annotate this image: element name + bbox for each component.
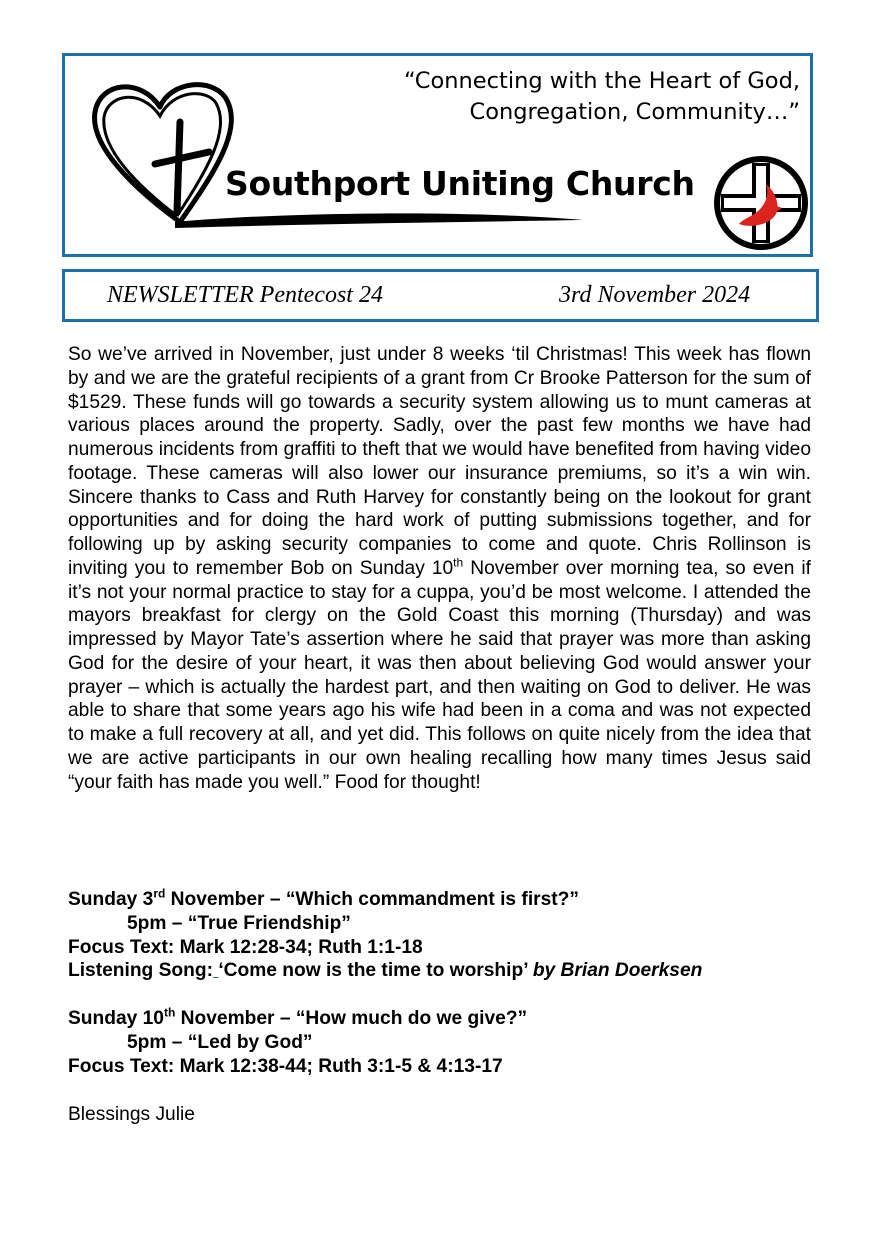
uniting-church-emblem xyxy=(714,156,808,250)
newsletter-date: 3rd November 2024 xyxy=(559,282,751,308)
sunday-prefix: Sunday 10 xyxy=(68,1008,164,1029)
newsletter-bar xyxy=(62,269,819,322)
closing-signature: Blessings Julie xyxy=(68,1104,195,1125)
sunday-prefix: Sunday 3 xyxy=(68,889,154,910)
church-name: Southport Uniting Church xyxy=(225,164,695,203)
sunday-sup: rd xyxy=(153,886,166,901)
body-superscript: th xyxy=(453,555,464,570)
tagline-line-1: “Connecting with the Heart of God, xyxy=(403,68,800,94)
sunday-title: November – “How much do we give?” xyxy=(175,1008,528,1029)
sunday-heading xyxy=(68,888,828,912)
focus-text: Focus Text: Mark 12:28-34; Ruth 1:1-18 xyxy=(68,936,423,958)
tagline xyxy=(404,66,800,128)
service-schedule-2 xyxy=(68,1007,828,1078)
listening-song xyxy=(68,959,828,983)
body-text-part-2: November over morning tea, so even if it’s not your normal practice to stay for a cuppa, you’d be most welcome. I attended the mayors breakfast for clergy on the Gold Coast this morning (Thursday) and was impressed by Mayor Tate’s assertion where he said that prayer was more than asking God for the desire of your heart, it was then about believing God would answer your prayer – which is actually the hardest part, and then waiting on God to deliver. He was able to share that some years ago his wife had been in a coma and was not expected to make a full recovery at all, and yet did. This follows on quite nicely from the idea that we are active participants in our own healing recalling how many times Jesus said “your faith has made you well.” Food for thought! xyxy=(68,557,811,793)
tagline-line-2: Congregation, Community…” xyxy=(469,99,800,125)
body-text-part-1: So we’ve arrived in November, just under 8 weeks ‘til Christmas! This week has flown by and we are the grateful recipients of a grant from Cr Brooke Patterson for the sum of $1529. These funds will go towards a security system allowing us to munt cameras at various places around the property. Sadly, over the past few months we have had numerous incidents from graffiti to theft that we would have benefited from having video footage. These cameras will also lower our insurance premiums, so it’s a win win. Sincere thanks to Cass and Ruth Harvey for constantly being on the lookout for grant opportunities and for doing the hard work of putting submissions together, and for following up by asking security companies to come and quote. Chris Rollinson is inviting you to remember Bob on Sunday 10 xyxy=(68,344,811,579)
sunday-title: November – “Which commandment is first?” xyxy=(165,889,579,910)
body-paragraph xyxy=(68,343,811,794)
evening-service: 5pm – “True Friendship” xyxy=(127,912,351,934)
evening-service: 5pm – “Led by God” xyxy=(127,1031,313,1053)
song-label: Listening Song: xyxy=(68,960,213,982)
service-schedule-1 xyxy=(68,888,828,983)
song-artist: by Brian Doerksen xyxy=(532,960,703,982)
sunday-sup: th xyxy=(163,1005,176,1020)
focus-text: Focus Text: Mark 12:38-44; Ruth 3:1-5 & 4:13-17 xyxy=(68,1055,503,1077)
header-box xyxy=(62,53,813,257)
song-title: ‘Come now is the time to worship’ xyxy=(218,960,533,982)
newsletter-title: NEWSLETTER Pentecost 24 xyxy=(107,282,383,308)
sunday-heading xyxy=(68,1007,828,1031)
